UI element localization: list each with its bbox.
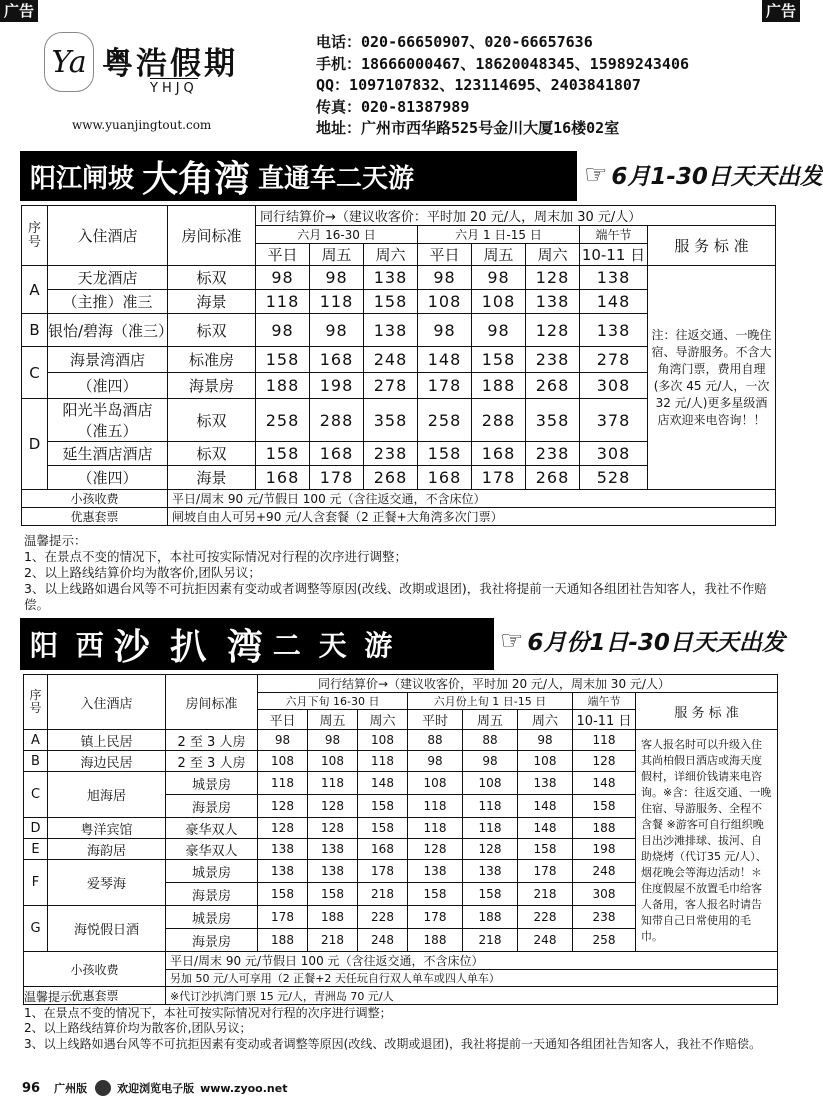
tour1-price-1-0: 118 [256, 290, 310, 314]
tour1-price-7-2: 268 [364, 466, 418, 490]
tour2-room-2: 城景房 [166, 772, 258, 795]
tour1-day-4: 周五 [472, 244, 526, 266]
tour2-price-7-5: 218 [518, 883, 573, 906]
tour1-tips [24, 533, 776, 613]
tour1-day-3: 平日 [418, 244, 472, 266]
tour2-tips-title: 温馨提示： [24, 990, 85, 1004]
tour2-hotel-5: 海韵居 [48, 839, 166, 860]
tour1-title-banner [20, 151, 577, 201]
tour1-depart-text: 6月1-30日天天出发 [611, 164, 823, 190]
tour2-title-big: 沙 扒 湾 [113, 626, 267, 668]
tour1-h-room: 房间标准 [168, 206, 256, 266]
tour2-title-pre: 阳 西 [30, 629, 108, 662]
tour1-price-6-1: 168 [310, 442, 364, 466]
tour2-price-5-4: 128 [463, 839, 518, 860]
tour1-room-7: 海景 [168, 466, 256, 490]
tour1-pkg-label: 优惠套票 [22, 508, 168, 526]
tour2-rows [24, 730, 778, 952]
tour1-price-4-0: 188 [256, 373, 310, 399]
tour1-price-3-1: 168 [310, 347, 364, 373]
tour1-price-0-5: 128 [526, 266, 580, 290]
tour2-grp-2: C [24, 772, 48, 818]
contact-block [316, 32, 689, 140]
tour2-price-6-6: 248 [573, 860, 636, 883]
tour2-price-7-1: 158 [308, 883, 358, 906]
tour1-room-6: 标双 [168, 442, 256, 466]
table-row [24, 730, 778, 751]
tour1-price-6-2: 238 [364, 442, 418, 466]
tour2-price-4-3: 118 [408, 818, 463, 839]
tour1-price-3-0: 158 [256, 347, 310, 373]
contact-address: 地址：广州市西华路525号金川大厦16楼02室 [316, 119, 620, 137]
tour1-room-5: 标双 [168, 399, 256, 442]
tour2-price-5-6: 198 [573, 839, 636, 860]
tour1-price-3-4: 158 [472, 347, 526, 373]
tour2-price-3-2: 158 [358, 795, 408, 818]
tour1-tips-title: 温馨提示： [24, 533, 87, 548]
tour2-price-7-2: 218 [358, 883, 408, 906]
tour2-room-0: 2 至 3 人房 [166, 730, 258, 751]
tour1-period3: 端午节 [580, 226, 648, 244]
tour2-price-6-0: 138 [258, 860, 308, 883]
tour1-price-0-2: 138 [364, 266, 418, 290]
tour1-title-pre: 阳江闸坡 [30, 163, 135, 194]
tour2-price-0-5: 98 [518, 730, 573, 751]
tour2-price-9-1: 218 [308, 929, 358, 952]
tour2-day-1: 周五 [308, 710, 358, 730]
tour2-price-5-3: 128 [408, 839, 463, 860]
footer-edition: 广州版 [54, 1082, 88, 1095]
tour1-room-0: 标双 [168, 266, 256, 290]
tour1-price-1-1: 118 [310, 290, 364, 314]
tour2-price-2-0: 118 [258, 772, 308, 795]
tour1-child-text: 平日/周末 90 元/节假日 100 元（含往返交通，不含床位） [168, 490, 776, 508]
tour2-day-4: 周五 [463, 710, 518, 730]
tour2-price-9-5: 248 [518, 929, 573, 952]
tour1-hotel-4: （准四） [48, 373, 168, 399]
tour1-price-2-3: 98 [418, 314, 472, 347]
tour1-service: 注：往返交通、一晚住宿、导游服务。不含大角湾门票，费用自理(多次 45 元/人，一次 32 元/人)更多星级酒店欢迎来电咨询！！ [648, 266, 776, 490]
tour1-grp-5: D [22, 399, 48, 490]
tour2-price-7-3: 158 [408, 883, 463, 906]
tour2-tips [24, 990, 776, 1052]
tour2-price-9-0: 188 [258, 929, 308, 952]
tour1-price-4-1: 198 [310, 373, 364, 399]
tour1-price-4-3: 178 [418, 373, 472, 399]
pointing-hand-icon: ☞ [584, 159, 608, 190]
tour2-price-7-0: 158 [258, 883, 308, 906]
tour1-price-1-4: 108 [472, 290, 526, 314]
tour2-price-9-6: 258 [573, 929, 636, 952]
tour1-pkg-text: 闸坡自由人可另+90 元/人含套餐（2 正餐+大角湾多次门票） [168, 508, 776, 526]
brand-url[interactable]: www.yuanjingtout.com [72, 118, 212, 132]
tour2-tip-2: 2、以上路线结算价均为散客价,团队另议； [24, 1021, 252, 1035]
tour1-price-4-5: 268 [526, 373, 580, 399]
tour2-h-hotel: 入住酒店 [48, 675, 166, 730]
tour2-pkg-text: ※代订沙扒湾门票 15 元/人，青洲岛 70 元/人 [166, 987, 778, 1005]
tour2-service: 客人报名时可以升级入住其尚柏假日酒店或海天度假村，详细价钱请来电咨询。※含：往返交通、一晚住宿、导游服务、全程不含餐 ※游客可自行组织晚目出沙滩排球、拔河、自助烧烤（代订35 元/人）、烟花晚会等海边活动！＊住度假屋不放置毛巾给客人备用，客人报名时请告知带自己日常使用的毛巾。 [636, 730, 778, 952]
tour1-price-1-2: 158 [364, 290, 418, 314]
tour1-depart [584, 158, 823, 191]
tour2-price-1-5: 108 [518, 751, 573, 772]
tour2-day-0: 平日 [258, 710, 308, 730]
tour2-day-6: 10-11 日 [573, 710, 636, 730]
tour1-grp-2: B [22, 314, 48, 347]
ad-tag-right: 广告 [762, 0, 800, 22]
tour1-price-5-6: 378 [580, 399, 648, 442]
tour2-price-1-1: 108 [308, 751, 358, 772]
tour2-price-0-6: 118 [573, 730, 636, 751]
tour2-hotel-4: 粤洋宾馆 [48, 818, 166, 839]
tour2-price-7-4: 158 [463, 883, 518, 906]
tour2-price-2-5: 138 [518, 772, 573, 795]
tour1-price-7-0: 168 [256, 466, 310, 490]
zyoo-logo-icon [95, 1080, 111, 1096]
tour2-price-1-4: 98 [463, 751, 518, 772]
tour2-price-6-2: 178 [358, 860, 408, 883]
tour1-price-4-4: 188 [472, 373, 526, 399]
tour1-child-label: 小孩收费 [22, 490, 168, 508]
tour1-room-2: 标双 [168, 314, 256, 347]
tour2-grp-1: B [24, 751, 48, 772]
tour2-grp-6: F [24, 860, 48, 906]
tour1-price-7-3: 168 [418, 466, 472, 490]
tour2-price-6-5: 178 [518, 860, 573, 883]
tour1-price-7-4: 178 [472, 466, 526, 490]
tour2-price-0-4: 88 [463, 730, 518, 751]
tour1-price-table [21, 205, 776, 526]
tour2-price-5-5: 158 [518, 839, 573, 860]
tour2-price-1-6: 128 [573, 751, 636, 772]
tour2-price-table [23, 674, 778, 1005]
tour1-price-5-4: 288 [472, 399, 526, 442]
tour2-child-text2: 另加 50 元/人可享用（2 正餐+2 天任玩自行双人单车或四人单车） [166, 970, 778, 987]
tour1-h-seq: 序号 [22, 206, 48, 266]
tour2-price-7-6: 308 [573, 883, 636, 906]
tour2-price-3-6: 158 [573, 795, 636, 818]
tour1-price-0-3: 98 [418, 266, 472, 290]
tour2-price-8-3: 178 [408, 906, 463, 929]
tour2-price-4-5: 148 [518, 818, 573, 839]
tour1-price-6-4: 168 [472, 442, 526, 466]
tour2-period1: 六月下旬 16-30 日 [258, 693, 408, 710]
tour2-price-8-4: 188 [463, 906, 518, 929]
tour2-price-5-0: 138 [258, 839, 308, 860]
tour1-hotel-0: 天龙酒店 [48, 266, 168, 290]
tour1-price-3-5: 238 [526, 347, 580, 373]
contact-mobile: 手机：18666000467、18620048345、15989243406 [316, 54, 690, 73]
tour2-grp-4: D [24, 818, 48, 839]
ad-tag-left: 广告 [0, 0, 38, 22]
tour2-child-text: 平日/周末 90 元/节假日 100 元（含往返交通，不含床位） [166, 952, 778, 970]
tour1-price-2-5: 128 [526, 314, 580, 347]
tour1-room-4: 海景房 [168, 373, 256, 399]
table-row [22, 266, 776, 290]
tour2-child-label: 小孩收费 [24, 952, 166, 987]
tour1-price-6-5: 238 [526, 442, 580, 466]
tour2-hotel-2: 旭海居 [48, 772, 166, 818]
tour2-period3: 端午节 [573, 693, 636, 710]
tour2-day-5: 周六 [518, 710, 573, 730]
tour1-hotel-6: 延生酒店酒店 [48, 442, 168, 466]
tour2-room-7: 海景房 [166, 883, 258, 906]
contact-fax: 传真：020-81387989 [316, 97, 470, 116]
tour2-price-0-0: 98 [258, 730, 308, 751]
tour2-price-note: 同行结算价→（建议收客价，平时加 20 元/人，周末加 30 元/人） [258, 675, 778, 693]
tour1-day-1: 周五 [310, 244, 364, 266]
tour2-period2: 六月份上旬 1 日-15 日 [408, 693, 573, 710]
tour1-title-post: 直通车二天游 [258, 163, 415, 194]
tour1-tip-1: 1、在景点不变的情况下，本社可按实际情况对行程的次序进行调整； [24, 549, 407, 564]
tour2-price-8-5: 228 [518, 906, 573, 929]
tour2-h-room: 房间标准 [166, 675, 258, 730]
tour1-price-3-6: 278 [580, 347, 648, 373]
tour2-price-4-2: 158 [358, 818, 408, 839]
tour1-rows [22, 266, 776, 490]
tour1-period1: 六月 16-30 日 [256, 226, 418, 244]
tour2-price-3-3: 118 [408, 795, 463, 818]
tour1-price-7-1: 178 [310, 466, 364, 490]
tour2-price-4-0: 128 [258, 818, 308, 839]
pointing-hand-icon: ☞ [500, 625, 524, 656]
tour1-h-hotel: 入住酒店 [48, 206, 168, 266]
tour2-h-seq: 序号 [24, 675, 48, 730]
tour2-price-0-2: 108 [358, 730, 408, 751]
brand-name-en: YHJQ [150, 78, 198, 96]
tour1-price-6-6: 308 [580, 442, 648, 466]
tour2-day-3: 平时 [408, 710, 463, 730]
tour2-price-3-5: 148 [518, 795, 573, 818]
tour1-day-6: 10-11 日 [580, 244, 648, 266]
tour2-room-3: 海景房 [166, 795, 258, 818]
tour2-price-4-1: 128 [308, 818, 358, 839]
tour2-price-8-1: 188 [308, 906, 358, 929]
tour2-grp-0: A [24, 730, 48, 751]
tour1-price-0-1: 98 [310, 266, 364, 290]
tour1-price-4-2: 278 [364, 373, 418, 399]
tour1-room-3: 标准房 [168, 347, 256, 373]
tour1-price-2-0: 98 [256, 314, 310, 347]
tour1-price-5-0: 258 [256, 399, 310, 442]
tour2-price-6-3: 138 [408, 860, 463, 883]
tour1-price-0-4: 98 [472, 266, 526, 290]
tour2-room-6: 城景房 [166, 860, 258, 883]
header [0, 0, 800, 145]
tour2-depart-text: 6月份1日-30日天天出发 [527, 630, 785, 656]
tour1-day-5: 周六 [526, 244, 580, 266]
tour2-price-4-6: 188 [573, 818, 636, 839]
tour2-tip-1: 1、在景点不变的情况下，本社可按实际情况对行程的次序进行调整； [24, 1005, 392, 1020]
tour1-price-5-2: 358 [364, 399, 418, 442]
tour2-price-1-3: 98 [408, 751, 463, 772]
tour1-grp-0: A [22, 266, 48, 314]
tour2-price-3-4: 118 [463, 795, 518, 818]
contact-tel: 电话：020-66650907、020-66657636 [316, 33, 593, 51]
tour2-price-2-6: 148 [573, 772, 636, 795]
tour1-price-2-2: 138 [364, 314, 418, 347]
tour1-day-0: 平日 [256, 244, 310, 266]
brand-name: 粤浩假期 [102, 46, 238, 82]
page-footer [0, 1076, 800, 1100]
tour2-room-5: 豪华双人 [166, 839, 258, 860]
tour2-price-5-2: 168 [358, 839, 408, 860]
tour1-price-3-2: 248 [364, 347, 418, 373]
contact-qq: QQ：1097107832、123114695、2403841807 [316, 76, 641, 94]
tour2-price-3-0: 128 [258, 795, 308, 818]
logo-icon: Ya [44, 32, 94, 92]
tour1-title-big: 大角湾 [142, 158, 251, 200]
footer-site[interactable]: www.zyoo.net [200, 1081, 288, 1095]
tour1-price-7-5: 268 [526, 466, 580, 490]
tour2-price-8-2: 228 [358, 906, 408, 929]
tour2-price-2-1: 118 [308, 772, 358, 795]
tour1-h-service: 服 务 标 准 [648, 226, 776, 266]
tour1-price-note: 同行结算价→（建议收客价：平时加 20 元/人，周末加 30 元/人） [256, 206, 776, 226]
tour1-price-6-0: 158 [256, 442, 310, 466]
tour2-room-1: 2 至 3 人房 [166, 751, 258, 772]
tour1-price-7-6: 528 [580, 466, 648, 490]
tour2-hotel-6: 爱琴海 [48, 860, 166, 906]
page-number: 96 [22, 1080, 41, 1096]
tour2-price-6-4: 138 [463, 860, 518, 883]
tour2-price-4-4: 118 [463, 818, 518, 839]
tour2-price-8-0: 178 [258, 906, 308, 929]
tour2-room-9: 海景房 [166, 929, 258, 952]
tour2-grp-5: E [24, 839, 48, 860]
tour1-tip-3: 3、以上线路如遇台风等不可抗拒因素有变动或者调整等原因(改线、改期或退团)，我社将提前一天通知各组团社告知客人，我社不作赔偿。 [24, 581, 767, 612]
tour1-price-1-6: 148 [580, 290, 648, 314]
tour1-price-0-6: 138 [580, 266, 648, 290]
tour1-price-2-4: 98 [472, 314, 526, 347]
tour2-price-0-1: 98 [308, 730, 358, 751]
tour1-price-4-6: 308 [580, 373, 648, 399]
tour2-h-service: 服 务 标 准 [636, 693, 778, 730]
tour1-hotel-7: （准四） [48, 466, 168, 490]
tour2-title-banner [20, 618, 494, 670]
tour1-price-5-1: 288 [310, 399, 364, 442]
tour2-hotel-0: 镇上民居 [48, 730, 166, 751]
tour2-price-8-6: 238 [573, 906, 636, 929]
tour2-price-2-3: 108 [408, 772, 463, 795]
tour2-price-9-2: 248 [358, 929, 408, 952]
tour2-price-6-1: 138 [308, 860, 358, 883]
tour2-day-2: 周六 [358, 710, 408, 730]
tour1-price-1-5: 138 [526, 290, 580, 314]
tour2-hotel-1: 海边民居 [48, 751, 166, 772]
tour2-price-0-3: 88 [408, 730, 463, 751]
tour2-hotel-8: 海悦假日酒 [48, 906, 166, 952]
tour1-grp-3: C [22, 347, 48, 399]
tour1-price-2-1: 98 [310, 314, 364, 347]
tour1-room-1: 海景 [168, 290, 256, 314]
footer-welcome: 欢迎浏览电子版 [117, 1082, 195, 1095]
tour1-day-2: 周六 [364, 244, 418, 266]
tour2-depart [500, 624, 785, 657]
tour2-price-1-2: 118 [358, 751, 408, 772]
tour2-price-2-4: 108 [463, 772, 518, 795]
tour2-price-2-2: 148 [358, 772, 408, 795]
tour2-title-post: 二 天 游 [272, 629, 397, 662]
tour1-price-0-0: 98 [256, 266, 310, 290]
tour2-price-3-1: 128 [308, 795, 358, 818]
tour1-price-5-3: 258 [418, 399, 472, 442]
tour2-room-8: 城景房 [166, 906, 258, 929]
tour1-hotel-3: 海景湾酒店 [48, 347, 168, 373]
tour1-price-2-6: 138 [580, 314, 648, 347]
tour1-price-6-3: 158 [418, 442, 472, 466]
tour1-hotel-1: （主推）准三 [48, 290, 168, 314]
tour1-price-1-3: 108 [418, 290, 472, 314]
tour1-price-5-5: 358 [526, 399, 580, 442]
tour1-price-3-3: 148 [418, 347, 472, 373]
tour1-period2: 六月 1 日-15 日 [418, 226, 580, 244]
tour2-room-4: 豪华双人 [166, 818, 258, 839]
tour2-pkg-label: 优惠套票 [24, 987, 166, 1005]
tour2-tip-3: 3、以上线路如遇台风等不可抗拒因素有变动或者调整等原因(改线、改期或退团)，我社将提前一天通知各组团社告知客人，我社不作赔偿。 [24, 1036, 762, 1051]
tour2-price-1-0: 108 [258, 751, 308, 772]
tour2-price-9-3: 188 [408, 929, 463, 952]
tour2-price-5-1: 138 [308, 839, 358, 860]
tour2-price-9-4: 218 [463, 929, 518, 952]
tour2-grp-8: G [24, 906, 48, 952]
tour1-hotel-5: 阳光半岛酒店（准五） [48, 399, 168, 442]
tour1-hotel-2: 银怡/碧海（准三） [48, 314, 168, 347]
tour1-tip-2: 2、以上路线结算价均为散客价,团队另议； [24, 565, 261, 580]
